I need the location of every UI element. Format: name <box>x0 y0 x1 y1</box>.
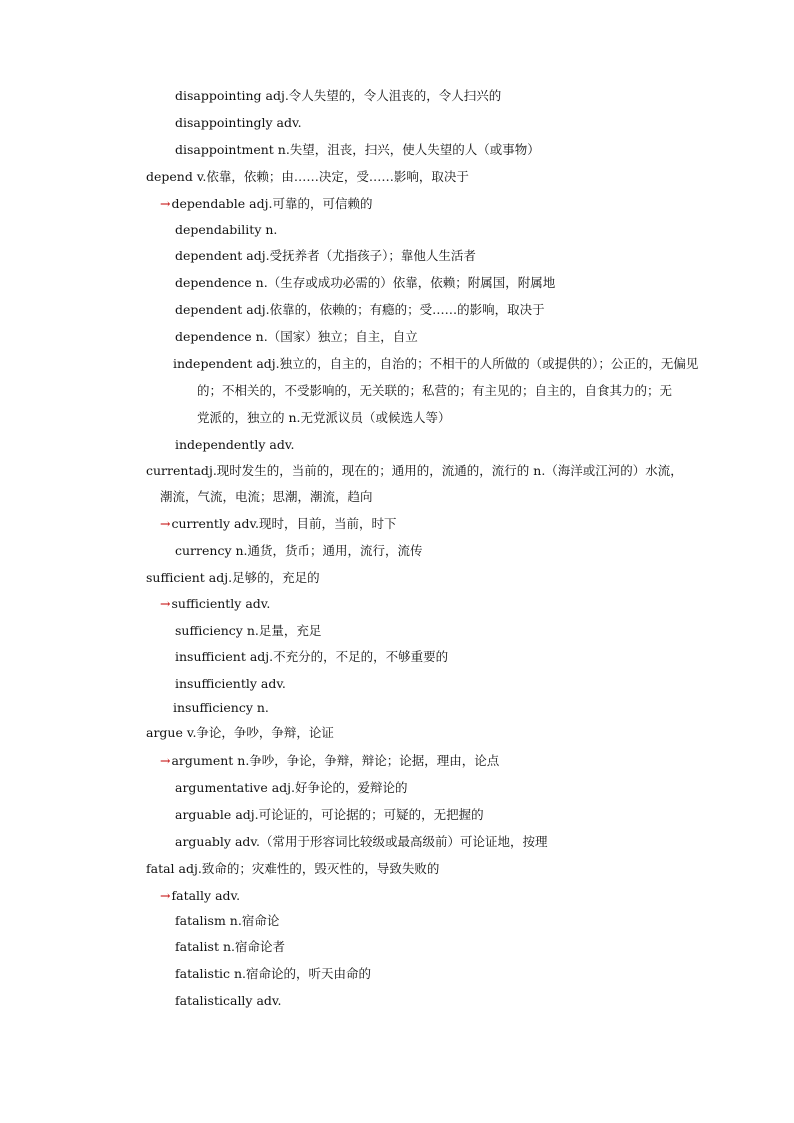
definition-text: n.足量，充足 <box>242 623 322 638</box>
definition-text: adv. <box>211 888 241 903</box>
entry-line <box>160 888 240 904</box>
arrow-icon: → <box>160 888 171 903</box>
headword: argument <box>171 753 234 768</box>
entry-line <box>175 649 448 665</box>
definition-text: adj.依靠的，依赖的；有瘾的；受……的影响，取决于 <box>242 302 545 317</box>
entry-line <box>175 834 547 850</box>
entry-line <box>175 115 302 131</box>
definition-text: adv. <box>241 596 271 611</box>
definition-text: n.失望，沮丧，扫兴，使人失望的人（或事物） <box>273 142 540 157</box>
definition-text: adj.可论证的，可论据的；可疑的，无把握的 <box>231 807 484 822</box>
entry-line <box>175 780 408 796</box>
arrow-icon: → <box>160 753 171 768</box>
entry-line <box>173 356 698 372</box>
entry-line <box>173 700 269 716</box>
definition-text: adj.令人失望的，令人沮丧的，令人扫兴的 <box>261 88 502 103</box>
definition-text: n.（生存或成功必需的）依靠，依赖；附属国，附属地 <box>251 275 556 290</box>
definition-text: adj.独立的，自主的，自治的；不相干的人所做的（或提供的）；公正的，无偏见 <box>252 356 699 371</box>
headword: fatalism <box>175 913 226 928</box>
entry-line <box>175 993 281 1009</box>
definition-text: 党派的，独立的 n.无党派议员（或候选人等） <box>197 410 451 425</box>
headword: depend <box>146 169 193 184</box>
definition-text: adj.足够的，充足的 <box>204 570 320 585</box>
headword: dependable <box>171 196 246 211</box>
headword: dependent <box>175 248 243 263</box>
entry-line <box>175 329 418 345</box>
definition-text: 的；不相关的，不受影响的，无关联的；私营的；有主见的；自主的，自食其力的；无 <box>197 383 673 398</box>
headword: independent <box>173 356 253 371</box>
definition-text: 潮流，气流，电流；思潮，潮流，趋向 <box>160 489 373 504</box>
definition-text: adj.可靠的，可信赖的 <box>245 196 373 211</box>
definition-text: v.依靠，依赖；由……决定，受……影响，取决于 <box>192 169 469 184</box>
headword: argumentative <box>175 780 268 795</box>
arrow-icon: → <box>160 196 171 211</box>
headword: fatalistically <box>175 993 253 1008</box>
headword: insufficiently <box>175 676 257 691</box>
definition-text: n. <box>261 222 278 237</box>
headword: insufficient <box>175 649 246 664</box>
headword: arguably <box>175 834 231 849</box>
headword: insufficiency <box>173 700 253 715</box>
entry-line <box>175 939 285 955</box>
definition-text: adv.现时，目前，当前，时下 <box>230 516 397 531</box>
definition-text: v.争论，争吵，争辩，论证 <box>182 725 334 740</box>
entry-line <box>175 142 540 158</box>
headword: independently <box>175 437 266 452</box>
definition-text: adj.好争论的，爱辩论的 <box>267 780 408 795</box>
entry-line <box>175 222 277 238</box>
definition-text: n.宿命论者 <box>219 939 285 954</box>
definition-text: adv. <box>265 437 295 452</box>
definition-text: n.宿命论 <box>225 913 280 928</box>
headword: fatalistic <box>175 966 230 981</box>
headword: fatally <box>171 888 212 903</box>
entry-line <box>175 913 279 929</box>
definition-text: n.宿命论的，听天由命的 <box>230 966 371 981</box>
entry-line <box>146 463 683 479</box>
headword: dependent <box>175 302 243 317</box>
definition-text: adv. <box>272 115 302 130</box>
entry-line <box>175 437 294 453</box>
headword: dependability <box>175 222 262 237</box>
headword: fatal <box>146 861 175 876</box>
entry-line <box>175 302 545 318</box>
arrow-icon: → <box>160 516 171 531</box>
entry-line <box>175 88 501 104</box>
headword: disappointment <box>175 142 274 157</box>
definition-text: adj.现时发生的，当前的，现在的；通用的，流通的，流行的 n.（海洋或江河的）水流， <box>193 463 683 478</box>
headword: argue <box>146 725 183 740</box>
definition-text: n.（国家）独立；自主，自立 <box>251 329 418 344</box>
arrow-icon: → <box>160 596 171 611</box>
headword: disappointing <box>175 88 262 103</box>
entry-line <box>197 383 672 399</box>
definition-text: n. <box>252 700 269 715</box>
entry-line <box>175 248 476 264</box>
definition-text: adv. <box>256 676 286 691</box>
headword: currency <box>175 543 232 558</box>
entry-line <box>146 570 320 586</box>
entry-line <box>160 196 372 212</box>
entry-line <box>160 596 270 612</box>
entry-line <box>197 410 451 426</box>
headword: dependence <box>175 329 252 344</box>
entry-line <box>175 676 286 692</box>
definition-text: adv.（常用于形容词比较级或最高级前）可论证地，按理 <box>231 834 548 849</box>
headword: sufficiency <box>175 623 243 638</box>
definition-text: adj.不充分的，不足的，不够重要的 <box>245 649 449 664</box>
definition-text: n.通货，货币；通用，流行，流传 <box>231 543 423 558</box>
headword: currently <box>171 516 231 531</box>
headword: sufficient <box>146 570 205 585</box>
headword: fatalist <box>175 939 219 954</box>
entry-line <box>160 489 373 505</box>
entry-line <box>175 275 555 291</box>
definition-text: adv. <box>252 993 282 1008</box>
entry-line <box>146 725 334 741</box>
headword: current <box>146 463 194 478</box>
definition-text: adj.受抚养者（尤指孩子）；靠他人生活者 <box>242 248 476 263</box>
headword: dependence <box>175 275 252 290</box>
headword: sufficiently <box>171 596 242 611</box>
entry-line <box>146 169 469 185</box>
entry-line <box>146 861 439 877</box>
headword: arguable <box>175 807 232 822</box>
definition-text: adj.致命的；灾难性的，毁灭性的，导致失败的 <box>174 861 440 876</box>
entry-line <box>175 543 423 559</box>
entry-line <box>175 966 371 982</box>
entry-line <box>175 623 321 639</box>
entry-line <box>160 516 397 532</box>
definition-text: n.争吵，争论，争辩，辩论；论据，理由，论点 <box>233 753 500 768</box>
headword: disappointingly <box>175 115 273 130</box>
entry-line <box>175 807 484 823</box>
entry-line <box>160 753 499 769</box>
